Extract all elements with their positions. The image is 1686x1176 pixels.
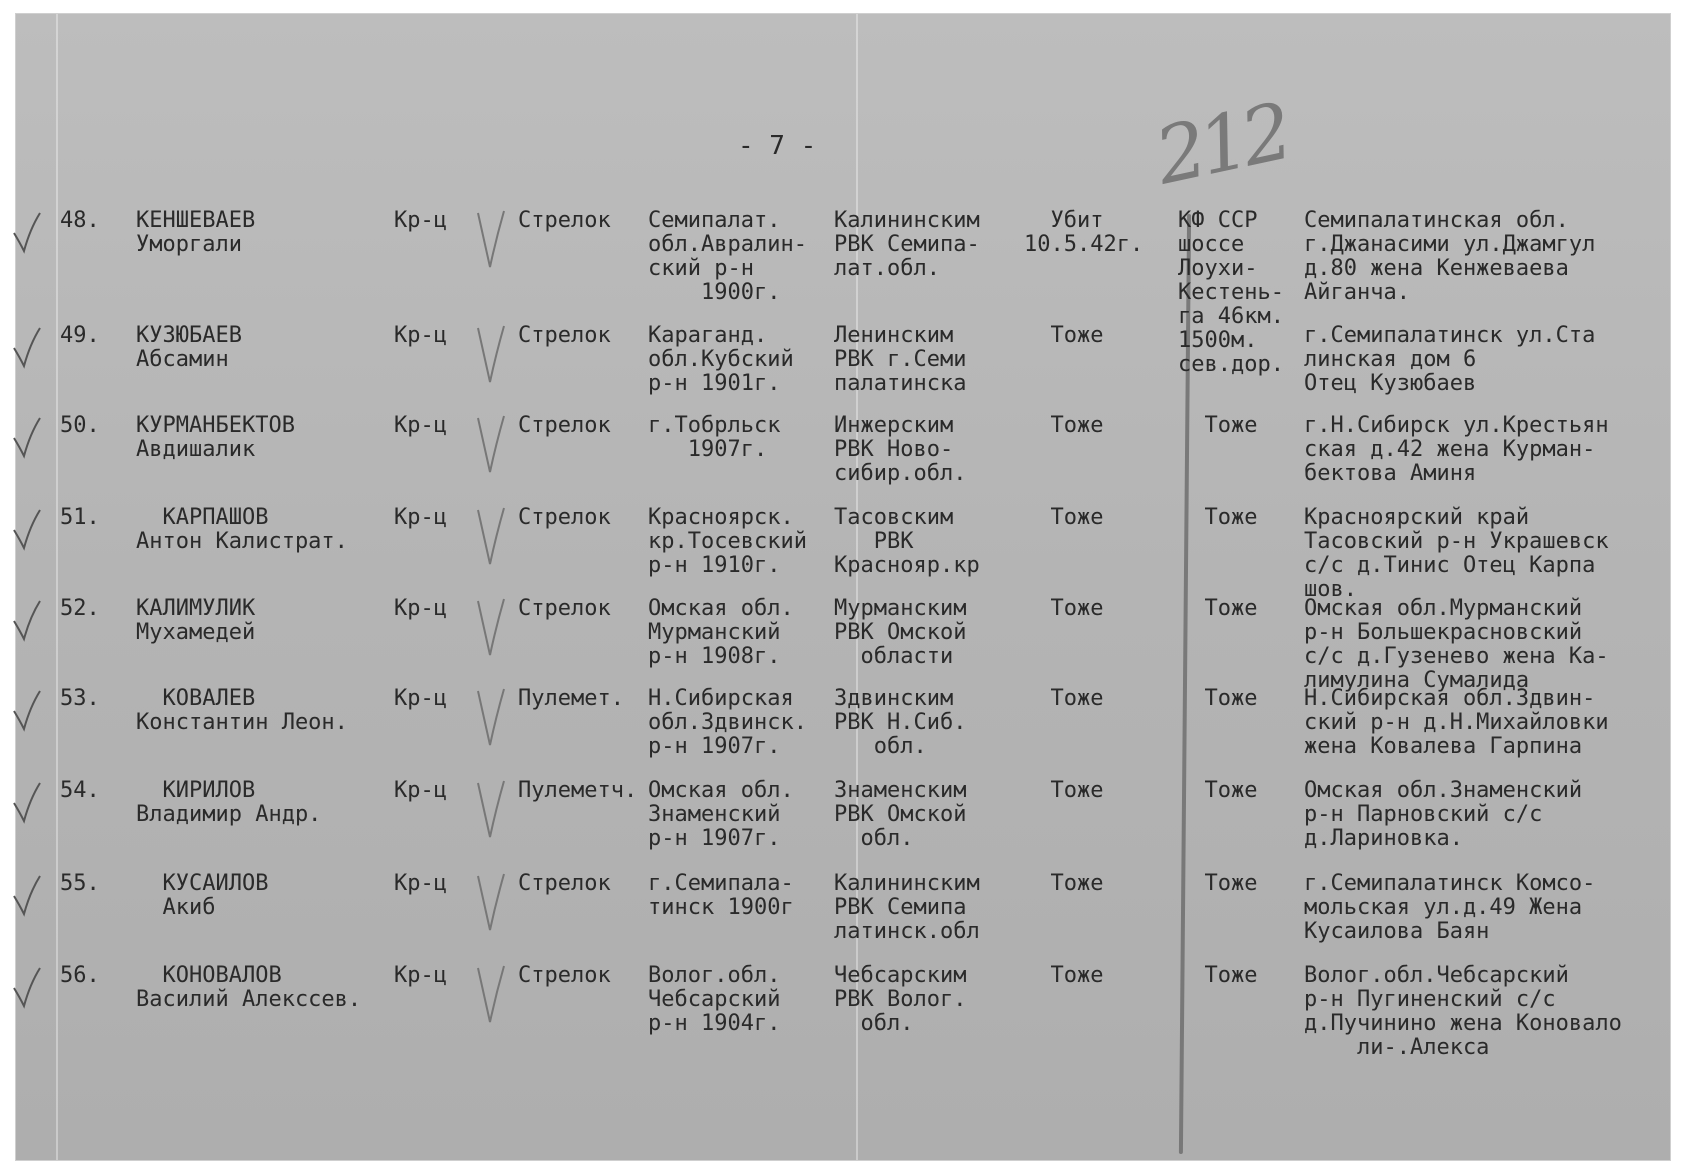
soldier-name: КАРПАШОВ Антон Калистрат.	[136, 505, 348, 554]
next-of-kin: Н.Сибирская обл.Здвин- ский р-н д.Н.Михайловки жена Ковалева Гарпина	[1304, 686, 1609, 759]
place-of-death: Тоже	[1178, 871, 1258, 896]
birth-info: г.Тобрльск 1907г.	[648, 413, 781, 462]
birth-info: Н.Сибирская обл.Здвинск. р-н 1907г.	[648, 686, 807, 759]
place-of-death: Тоже	[1178, 686, 1258, 711]
check-mark-icon	[474, 597, 508, 659]
birth-info: Красноярск. кр.Тосевский р-н 1910г.	[648, 505, 807, 578]
row-number: 56.	[60, 963, 100, 988]
row-number: 52.	[60, 596, 100, 621]
soldier-name: КИРИЛОВ Владимир Андр.	[136, 778, 322, 827]
fate-date: Тоже	[1024, 963, 1104, 988]
soldier-rank: Кр-ц	[394, 323, 447, 348]
soldier-rank: Кр-ц	[394, 686, 447, 711]
birth-info: Омская обл. Знаменский р-н 1907г.	[648, 778, 794, 851]
next-of-kin: Омская обл.Знаменский р-н Парновский с/с д.Лариновка.	[1304, 778, 1583, 851]
soldier-name: КАЛИМУЛИК Мухамедей	[136, 596, 256, 645]
fate-date: Тоже	[1024, 323, 1104, 348]
soldier-role: Стрелок	[518, 323, 611, 348]
soldier-role: Стрелок	[518, 505, 611, 530]
fate-date: Убит 10.5.42г.	[1024, 208, 1144, 257]
fate-date: Тоже	[1024, 413, 1104, 438]
place-of-death: КФ ССР шоссе Лоухи- Кестень- га 46км. 1500м. сев.дор.	[1178, 208, 1284, 377]
fate-date: Тоже	[1024, 686, 1104, 711]
next-of-kin: г.Семипалатинск Комсо- мольская ул.д.49 Жена Кусаилова Баян	[1304, 871, 1596, 944]
soldier-name: КУЗЮБАЕВ Абсамин	[136, 323, 242, 372]
soldier-rank: Кр-ц	[394, 778, 447, 803]
document-sheet	[16, 14, 1670, 1160]
recruitment-office: Тасовским РВК Краснояр.кр	[834, 505, 980, 578]
soldier-rank: Кр-ц	[394, 208, 447, 233]
fate-date: Тоже	[1024, 596, 1104, 621]
checkmark-icon	[10, 597, 44, 648]
row-number: 55.	[60, 871, 100, 896]
place-of-death: Тоже	[1178, 596, 1258, 621]
check-mark-icon	[474, 872, 508, 934]
next-of-kin: г.Н.Сибирск ул.Крестьян ская д.42 жена Курман- бектова Аминя	[1304, 413, 1609, 486]
place-of-death: Тоже	[1178, 505, 1258, 530]
soldier-role: Пулемет.	[518, 686, 624, 711]
recruitment-office: Знаменским РВК Омской обл.	[834, 778, 967, 851]
fold-line	[56, 14, 58, 1160]
check-mark-icon	[474, 964, 508, 1026]
recruitment-office: Инжерским РВК Ново- сибир.обл.	[834, 413, 967, 486]
soldier-name: КЕНШЕВАЕВ Уморгали	[136, 208, 256, 257]
soldier-role: Стрелок	[518, 963, 611, 988]
next-of-kin: Семипалатинская обл. г.Джанасими ул.Джамгул д.80 жена Кенжеваева Айганча.	[1304, 208, 1596, 305]
page-number: - 7 -	[738, 131, 817, 161]
soldier-name: КОВАЛЕВ Константин Леон.	[136, 686, 348, 735]
fate-date: Тоже	[1024, 871, 1104, 896]
checkmark-icon	[10, 324, 44, 375]
row-number: 49.	[60, 323, 100, 348]
birth-info: Караганд. обл.Кубский р-н 1901г.	[648, 323, 794, 396]
check-mark-icon	[474, 779, 508, 841]
checkmark-icon	[10, 872, 44, 923]
place-of-death: Тоже	[1178, 963, 1258, 988]
birth-info: Омская обл. Мурманский р-н 1908г.	[648, 596, 794, 669]
check-mark-icon	[474, 687, 508, 749]
checkmark-icon	[10, 964, 44, 1015]
recruitment-office: Здвинским РВК Н.Сиб. обл.	[834, 686, 967, 759]
place-of-death: Тоже	[1178, 778, 1258, 803]
place-of-death: Тоже	[1178, 413, 1258, 438]
next-of-kin: Красноярский край Тасовский р-н Украшевск с/с д.Тинис Отец Карпа шов.	[1304, 505, 1609, 602]
soldier-role: Стрелок	[518, 413, 611, 438]
row-number: 53.	[60, 686, 100, 711]
check-mark-icon	[474, 506, 508, 568]
birth-info: Семипалат. обл.Авралин- ский р-н 1900г.	[648, 208, 807, 305]
birth-info: г.Семипала- тинск 1900г	[648, 871, 794, 920]
next-of-kin: Волог.обл.Чебсарский р-н Пугиненский с/с д.Пучинино жена Коновало ли-.Алекса	[1304, 963, 1622, 1060]
soldier-rank: Кр-ц	[394, 963, 447, 988]
soldier-name: КУСАИЛОВ Акиб	[162, 871, 269, 920]
next-of-kin: Омская обл.Мурманский р-н Большекрасновский с/с д.Гузенево жена Ка- лимулина Сумалида	[1304, 596, 1609, 693]
checkmark-icon	[10, 209, 44, 260]
recruitment-office: Ленинским РВК г.Семи палатинска	[834, 323, 967, 396]
recruitment-office: Чебсарским РВК Волог. обл.	[834, 963, 967, 1036]
row-number: 48.	[60, 208, 100, 233]
row-number: 50.	[60, 413, 100, 438]
archive-handwritten-number: 212	[1148, 87, 1295, 203]
checkmark-icon	[10, 779, 44, 830]
soldier-name: КУРМАНБЕКТОВ Авдишалик	[136, 413, 295, 462]
row-number: 51.	[60, 505, 100, 530]
next-of-kin: г.Семипалатинск ул.Ста линская дом 6 Отец Кузюбаев	[1304, 323, 1596, 396]
row-number: 54.	[60, 778, 100, 803]
soldier-rank: Кр-ц	[394, 871, 447, 896]
soldier-role: Пулеметч.	[518, 778, 638, 803]
recruitment-office: Калининским РВК Семипа- лат.обл.	[834, 208, 980, 281]
fate-date: Тоже	[1024, 505, 1104, 530]
check-mark-icon	[474, 324, 508, 386]
checkmark-icon	[10, 687, 44, 738]
soldier-rank: Кр-ц	[394, 413, 447, 438]
recruitment-office: Калининским РВК Семипа латинск.обл	[834, 871, 980, 944]
soldier-name: КОНОВАЛОВ Василий Алекссев.	[136, 963, 362, 1012]
soldier-rank: Кр-ц	[394, 596, 447, 621]
check-mark-icon	[474, 209, 508, 271]
recruitment-office: Мурманским РВК Омской области	[834, 596, 967, 669]
soldier-rank: Кр-ц	[394, 505, 447, 530]
checkmark-icon	[10, 414, 44, 465]
soldier-role: Стрелок	[518, 208, 611, 233]
soldier-role: Стрелок	[518, 871, 611, 896]
check-mark-icon	[474, 414, 508, 476]
soldier-role: Стрелок	[518, 596, 611, 621]
checkmark-icon	[10, 506, 44, 557]
birth-info: Волог.обл. Чебсарский р-н 1904г.	[648, 963, 781, 1036]
fate-date: Тоже	[1024, 778, 1104, 803]
